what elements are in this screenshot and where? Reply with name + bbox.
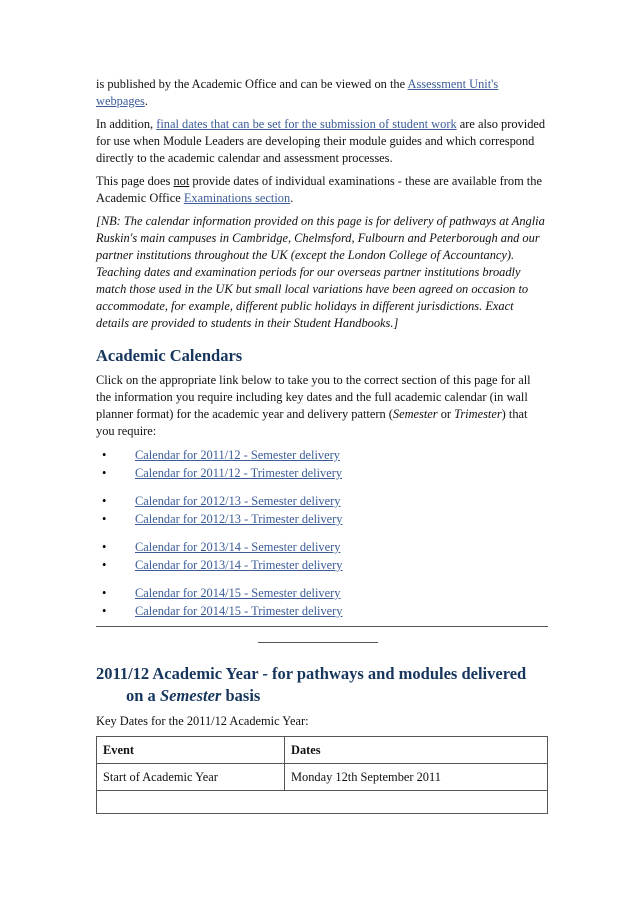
list-item — [96, 602, 548, 620]
heading-line-1: 2011/12 Academic Year - for pathways and modules delivered — [96, 664, 527, 683]
calendar-link[interactable]: Calendar for 2013/14 - Semester delivery — [135, 540, 341, 554]
calendar-link-list — [96, 446, 548, 620]
emphasis-not: not — [173, 174, 190, 188]
heading-basis: basis — [221, 686, 261, 705]
list-item — [96, 492, 548, 510]
intro-paragraph-2 — [96, 116, 548, 167]
bullet-icon: • — [102, 558, 107, 572]
bullet-icon: • — [102, 466, 107, 480]
intro-text: is published by the Academic Office and can be viewed on the — [96, 77, 408, 91]
list-item — [96, 556, 548, 574]
list-item — [96, 464, 548, 482]
final-dates-link[interactable]: final dates that can be set for the submission of student work — [156, 117, 457, 131]
list-item — [96, 538, 548, 556]
horizontal-rule-short — [258, 642, 378, 643]
bullet-icon: • — [102, 586, 107, 600]
heading-on-a: on a — [126, 686, 160, 705]
horizontal-rule — [96, 626, 548, 628]
calendar-link[interactable]: Calendar for 2014/15 - Semester delivery — [135, 586, 341, 600]
bullet-icon: • — [102, 448, 107, 462]
intro-text: This page does — [96, 174, 174, 188]
bullet-icon: • — [102, 512, 107, 526]
bullet-icon: • — [102, 494, 107, 508]
desc-semester: Semester — [392, 407, 438, 421]
calendar-link[interactable]: Calendar for 2013/14 - Trimester delivery — [135, 558, 343, 572]
examinations-section-link[interactable]: Examinations section — [183, 191, 291, 205]
year-section-heading — [96, 663, 548, 707]
intro-paragraph-1 — [96, 76, 548, 110]
desc-end: ) that you require: — [96, 407, 528, 438]
list-item — [96, 584, 548, 602]
calendars-description — [96, 372, 548, 440]
table-row-empty — [97, 791, 548, 814]
calendar-link[interactable]: Calendar for 2011/12 - Semester delivery — [135, 448, 340, 462]
table-row — [97, 764, 548, 791]
intro-text-end: . — [290, 191, 294, 205]
key-dates-table — [96, 736, 548, 814]
document-page — [96, 76, 548, 814]
desc-or: or — [437, 407, 455, 421]
nb-note: [NB: The calendar information provided on this page is for delivery of pathways at Anglia Ruskin's main campuses in Cambridge, Chelmsford, Fulbourn and Peterborough and our partner institutions throughout the UK (except the London College of Accountancy). Teaching dates and examination periods for our overseas partner institutions broadly match those used in the UK but small local variations have been agreed on occasion to accommodate, for example, different public holidays in different jurisdictions. Exact details are provided to students in their Student Handbooks.] — [96, 214, 545, 330]
academic-calendars-heading: Academic Calendars — [96, 346, 243, 365]
table-cell-event: Start of Academic Year — [97, 764, 285, 791]
calendar-link[interactable]: Calendar for 2014/15 - Trimester delivery — [135, 604, 343, 618]
heading-line-2 — [96, 685, 548, 707]
list-item — [96, 446, 548, 464]
intro-text-mid: provide dates of individual examinations - these are available from the Academic Office — [96, 174, 542, 205]
bullet-icon: • — [102, 540, 107, 554]
assessment-unit-link[interactable]: Assessment Unit's webpages — [96, 77, 499, 108]
heading-semester: Semester — [159, 686, 222, 705]
calendar-link[interactable]: Calendar for 2011/12 - Trimester delivery — [135, 466, 343, 480]
calendar-link[interactable]: Calendar for 2012/13 - Semester delivery — [135, 494, 341, 508]
calendar-link[interactable]: Calendar for 2012/13 - Trimester delivery — [135, 512, 343, 526]
list-item — [96, 510, 548, 528]
desc-trimester: Trimester — [454, 407, 502, 421]
intro-paragraph-3 — [96, 173, 548, 207]
column-header-event: Event — [97, 737, 285, 764]
intro-text: In addition, — [96, 117, 157, 131]
intro-text-end: are also provided for use when Module Leaders are developing their module guides and which correspond directly to the academic calendar and assessment processes. — [96, 117, 546, 165]
desc-text: Click on the appropriate link below to take you to the correct section of this page for all the information you require including key dates and the full academic calendar (in wall planner format) for the academic year and delivery pattern ( — [96, 373, 531, 421]
bullet-icon: • — [102, 604, 107, 618]
table-header-row — [97, 737, 548, 764]
key-dates-label: Key Dates for the 2011/12 Academic Year: — [96, 714, 309, 728]
column-header-dates: Dates — [285, 737, 548, 764]
intro-text-end: . — [144, 94, 148, 108]
table-cell-date: Monday 12th September 2011 — [285, 764, 548, 791]
table-cell-empty — [97, 791, 548, 814]
